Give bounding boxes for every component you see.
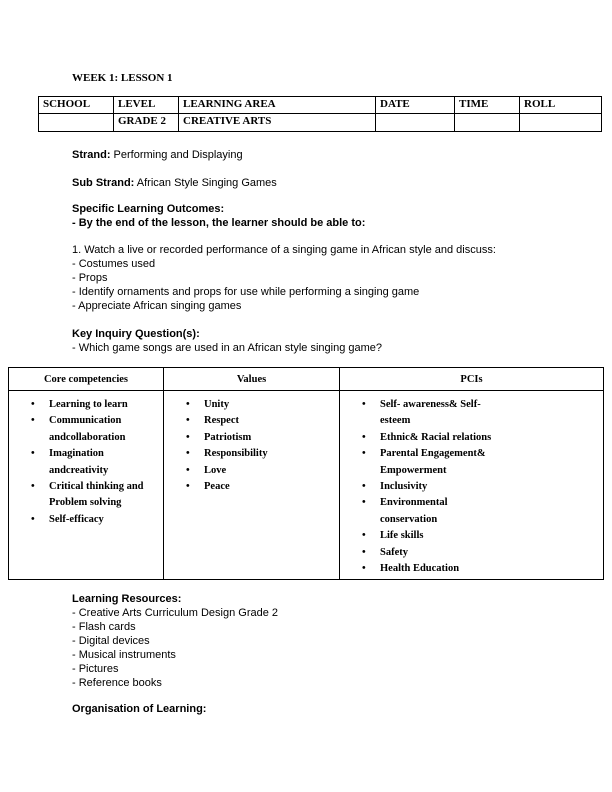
header-cell-roll: ROLL	[520, 97, 602, 114]
competency-header-row	[9, 368, 604, 391]
list-item	[9, 397, 163, 413]
header-cell-school: SCHOOL	[39, 97, 114, 114]
value-cell-level: GRADE 2	[114, 114, 179, 132]
item-text: Love	[204, 464, 227, 476]
core-competencies-cell	[9, 391, 164, 580]
header-cell-date: DATE	[376, 97, 455, 114]
item-text: Self-efficacy	[49, 513, 104, 525]
outcomes-section	[72, 202, 365, 230]
item-text: Imagination	[49, 448, 104, 460]
resource-item: - Musical instruments	[72, 649, 176, 661]
list-item	[9, 446, 163, 479]
list-item	[164, 463, 339, 479]
list-item	[340, 528, 603, 544]
inquiry-question: - Which game songs are used in an African style singing game?	[72, 342, 382, 354]
header-value-row	[39, 114, 602, 132]
strand-label: Strand:	[72, 149, 111, 161]
strand-value: Performing and Displaying	[110, 149, 243, 161]
col-header-pcis: PCIs	[340, 368, 604, 391]
outcomes-heading: Specific Learning Outcomes:	[72, 203, 225, 215]
list-item	[340, 446, 603, 479]
outcomes-subheading: - By the end of the lesson, the learner should be able to:	[72, 217, 366, 229]
list-item	[164, 479, 339, 495]
item-text: Critical thinking and	[49, 481, 144, 493]
core-competencies-list	[9, 397, 163, 528]
outcome-item: - Appreciate African singing games	[72, 300, 242, 312]
inquiry-heading: Key Inquiry Question(s):	[72, 328, 200, 340]
item-text: Inclusivity	[380, 481, 428, 493]
item-text: Environmental	[380, 497, 448, 509]
lesson-title: WEEK 1: LESSON 1	[72, 72, 173, 84]
item-text: Communication	[49, 415, 122, 427]
resource-item: - Reference books	[72, 677, 162, 689]
outcome-item: - Props	[72, 272, 108, 284]
sub-strand-value: African Style Singing Games	[134, 177, 277, 189]
resources-section	[72, 592, 278, 690]
item-text: Health Education	[380, 563, 460, 575]
values-list	[164, 397, 339, 495]
list-item	[164, 430, 339, 446]
value-cell-time	[455, 114, 520, 132]
item-text: Learning to learn	[49, 399, 128, 410]
outcome-item: 1. Watch a live or recorded performance of a singing game in African style and discuss:	[72, 244, 496, 256]
list-item	[340, 397, 603, 430]
item-text: Peace	[204, 481, 230, 493]
resource-item: - Pictures	[72, 663, 119, 675]
item-text: conservation	[380, 513, 438, 525]
lesson-header-table	[38, 96, 602, 132]
list-item	[9, 512, 163, 528]
value-cell-learning-area: CREATIVE ARTS	[179, 114, 376, 132]
header-cell-level: LEVEL	[114, 97, 179, 114]
list-item	[340, 479, 603, 495]
organisation-heading: Organisation of Learning:	[72, 703, 207, 715]
header-row	[39, 97, 602, 114]
col-header-core-competencies: Core competencies	[9, 368, 164, 391]
competency-table	[8, 367, 604, 580]
list-item	[9, 413, 163, 446]
list-item	[9, 479, 163, 512]
pcis-cell	[340, 391, 604, 580]
list-item	[340, 430, 603, 446]
list-item	[164, 413, 339, 429]
item-text: Patriotism	[204, 431, 252, 443]
list-item	[340, 561, 603, 577]
header-cell-learning-area: LEARNING AREA	[179, 97, 376, 114]
strand-line	[72, 148, 243, 162]
resource-item: - Flash cards	[72, 621, 136, 633]
item-text: andcreativity	[49, 464, 109, 476]
list-item	[340, 545, 603, 561]
item-text: andcollaboration	[49, 431, 126, 443]
item-text: Empowerment	[380, 464, 447, 476]
competency-body-row	[9, 391, 604, 580]
item-text: Respect	[204, 415, 239, 427]
values-cell	[164, 391, 340, 580]
resource-item: - Digital devices	[72, 635, 150, 647]
inquiry-section	[72, 327, 382, 355]
pcis-list	[340, 397, 603, 577]
sub-strand-line	[72, 176, 277, 190]
item-text: Parental Engagement&	[380, 448, 486, 460]
item-text: Ethnic& Racial relations	[380, 431, 492, 443]
list-item	[164, 397, 339, 413]
item-text: esteem	[380, 415, 411, 427]
item-text: Self- awareness& Self-	[380, 399, 481, 410]
value-cell-roll	[520, 114, 602, 132]
item-text: Life skills	[380, 530, 424, 542]
value-cell-school	[39, 114, 114, 132]
item-text: Responsibility	[204, 448, 268, 460]
list-item	[164, 446, 339, 462]
outcome-item: - Identify ornaments and props for use while performing a singing game	[72, 286, 420, 298]
item-text: Unity	[204, 399, 230, 410]
item-text: Problem solving	[49, 497, 122, 509]
header-cell-time: TIME	[455, 97, 520, 114]
col-header-values: Values	[164, 368, 340, 391]
value-cell-date	[376, 114, 455, 132]
item-text: Safety	[380, 546, 408, 558]
outcomes-list	[72, 243, 496, 313]
list-item	[340, 495, 603, 528]
resource-item: - Creative Arts Curriculum Design Grade 2	[72, 607, 279, 619]
resources-heading: Learning Resources:	[72, 593, 182, 605]
outcome-item: - Costumes used	[72, 258, 156, 270]
sub-strand-label: Sub Strand:	[72, 177, 135, 189]
